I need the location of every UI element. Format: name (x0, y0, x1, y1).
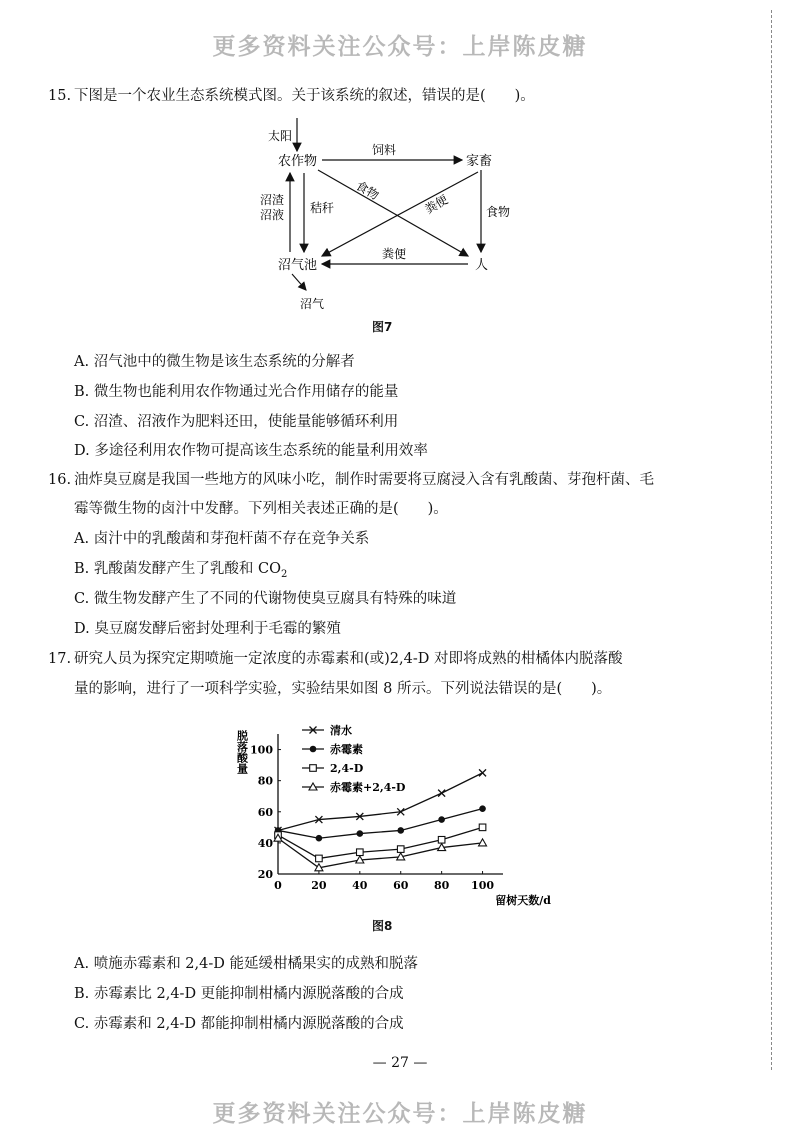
node-human: 人 (475, 258, 489, 273)
question-number: 16. (48, 472, 72, 488)
data-point-series-1 (397, 827, 404, 834)
option-letter: B. (74, 986, 90, 1002)
y-axis-label: 脱落酸量 (235, 730, 249, 774)
option-letter: B. (74, 561, 90, 577)
data-point-series-1 (479, 805, 486, 812)
y-tick-label: 60 (257, 805, 273, 819)
question-number: 15. (48, 88, 72, 104)
question-text-line1: 油炸臭豆腐是我国一些地方的风味小吃，制作时需要将豆腐浸入含有乳酸菌、芽孢杆菌、毛 (74, 472, 654, 488)
y-tick-label: 100 (250, 743, 273, 757)
option-text: 喷施赤霉素和 2,4-D 能延缓柑橘果实的成熟和脱落 (93, 956, 419, 972)
option-text: 沼气池中的微生物是该生态系统的分解者 (93, 354, 355, 370)
option-text: 卤汁中的乳酸菌和芽孢杆菌不存在竞争关系 (93, 531, 370, 547)
question-16-stem-line2: 霉等微生物的卤汁中发酵。下列相关表述正确的是( )。 (74, 501, 448, 517)
page-number: — 27 — (372, 1055, 428, 1071)
option-letter: A. (74, 956, 90, 972)
figure-7-ecosystem-diagram (240, 118, 540, 318)
q15-option-b[interactable] (74, 382, 398, 402)
question-17-stem-line2: 量的影响，进行了一项科学实验，实验结果如图 8 所示。下列说法错误的是( )。 (74, 681, 612, 697)
data-point-series-2 (479, 824, 486, 831)
q15-option-d[interactable] (74, 441, 428, 461)
x-tick-label: 0 (274, 879, 282, 892)
data-point-series-0 (479, 769, 486, 776)
node-biogas-pool: 沼气池 (278, 258, 318, 273)
data-point-series-0 (438, 790, 445, 797)
figure-8-caption: 图8 (372, 919, 393, 933)
edge-straw-label: 秸秆 (310, 201, 335, 215)
y-tick-label: 40 (257, 836, 273, 850)
option-text: 多途径利用农作物可提高该生态系统的能量利用效率 (94, 443, 428, 459)
q16-option-a[interactable] (74, 529, 369, 549)
page-edge-line (771, 10, 774, 1070)
data-point-series-2 (438, 836, 445, 843)
legend-label: 赤霉素+2,4-D (330, 781, 406, 794)
option-letter: B. (74, 384, 90, 400)
data-point-series-3 (479, 839, 487, 846)
edge-food-right-label: 食物 (486, 205, 511, 219)
node-livestock: 家畜 (466, 154, 493, 169)
q16-option-d[interactable] (74, 619, 341, 639)
arrow-livestock-to-pool (322, 172, 478, 256)
q17-option-c[interactable] (74, 1014, 404, 1034)
q17-option-b[interactable] (74, 984, 404, 1004)
question-16-stem (48, 470, 654, 490)
q15-option-c[interactable] (74, 412, 398, 432)
option-letter: C. (74, 414, 90, 430)
figure-7-caption: 图7 (372, 320, 393, 334)
x-axis-label: 留树天数/d (495, 894, 551, 907)
legend-marker (310, 765, 317, 772)
question-number: 17. (48, 651, 72, 667)
edge-feed-label: 饲料 (372, 143, 397, 157)
legend-label: 2,4-D (330, 762, 364, 775)
node-sun: 太阳 (268, 129, 293, 143)
option-letter: D. (74, 621, 90, 637)
option-text: 乳酸菌发酵产生了乳酸和 CO (93, 561, 281, 577)
data-point-series-2 (316, 855, 323, 862)
data-point-series-2 (357, 849, 364, 856)
data-point-series-1 (316, 835, 323, 842)
q16-option-b[interactable] (74, 559, 287, 585)
x-tick-label: 40 (352, 879, 368, 892)
q17-option-a[interactable] (74, 954, 418, 974)
q16-option-c[interactable] (74, 589, 456, 609)
option-letter: C. (74, 1016, 90, 1032)
option-letter: D. (74, 443, 90, 459)
question-text-line1: 研究人员为探究定期喷施一定浓度的赤霉素和(或)2,4-D 对即将成熟的柑橘体内脱落酸 (74, 651, 623, 667)
question-text: 下图是一个农业生态系统模式图。关于该系统的叙述，错误的是( )。 (74, 88, 535, 104)
edge-dung-diag-label: 粪便 (422, 192, 451, 217)
option-letter: C. (74, 591, 90, 607)
option-text: 微生物也能利用农作物通过光合作用储存的能量 (93, 384, 399, 400)
data-point-series-2 (397, 846, 404, 853)
q15-option-a[interactable] (74, 352, 355, 372)
question-15-stem (48, 86, 535, 106)
option-text: 臭豆腐发酵后密封处理利于毛霉的繁殖 (94, 621, 341, 637)
edge-residue-label-2: 沼液 (260, 208, 285, 222)
node-biogas: 沼气 (300, 297, 325, 311)
legend-label: 清水 (330, 724, 352, 737)
arrow-crops-to-human (318, 170, 468, 256)
option-letter: A. (74, 354, 90, 370)
watermark-top: 更多资料关注公众号：上岸陈皮糖 (212, 34, 588, 60)
series-line-1 (278, 809, 483, 839)
y-tick-label: 80 (257, 774, 273, 788)
x-tick-label: 60 (393, 879, 409, 892)
x-tick-label: 100 (471, 879, 495, 892)
x-tick-label: 80 (433, 879, 450, 892)
option-text: 赤霉素比 2,4-D 更能抑制柑橘内源脱落酸的合成 (93, 986, 404, 1002)
watermark-bottom: 更多资料关注公众号：上岸陈皮糖 (212, 1101, 588, 1127)
figure-8-line-chart (220, 710, 560, 910)
option-text: 赤霉素和 2,4-D 都能抑制柑橘内源脱落酸的合成 (93, 1016, 404, 1032)
x-tick-label: 20 (311, 879, 327, 892)
option-text: 微生物发酵产生了不同的代谢物使臭豆腐具有特殊的味道 (93, 591, 457, 607)
edge-residue-label-1: 沼渣 (260, 193, 285, 207)
data-point-series-1 (357, 830, 364, 837)
node-crops: 农作物 (278, 154, 318, 169)
edge-dung-bottom-label: 粪便 (382, 247, 407, 261)
question-17-stem (48, 649, 623, 669)
arrow-pool-to-biogas (292, 274, 306, 290)
y-tick-label: 20 (257, 868, 273, 881)
option-text: 沼渣、沼液作为肥料还田，使能量能够循环利用 (93, 414, 399, 430)
subscript: 2 (280, 568, 288, 580)
option-letter: A. (74, 531, 90, 547)
edge-food-diag-label: 食物 (353, 178, 382, 203)
legend-label: 赤霉素 (330, 743, 363, 756)
data-point-series-1 (438, 816, 445, 823)
legend-marker (310, 746, 317, 753)
